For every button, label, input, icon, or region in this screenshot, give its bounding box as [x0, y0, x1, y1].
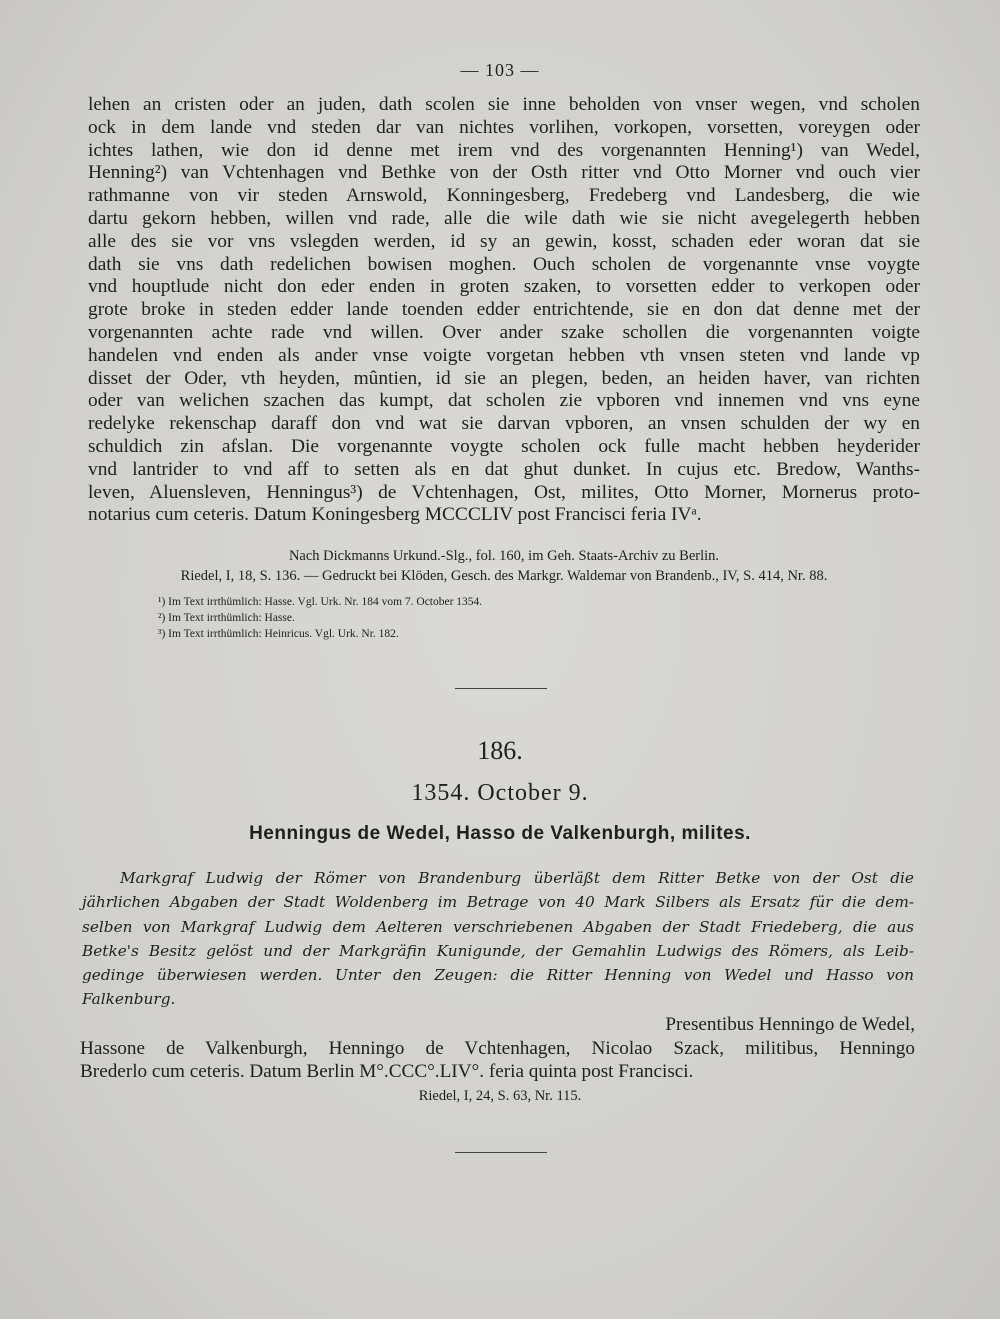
- text-line: handelen vnd enden als ander vnse voigte vorgetan hebben vth vnsen steten vnd lande vp: [88, 344, 920, 366]
- text-line: ock in dem lande vnd steden dar van nichtes vorlihen, vorkopen, vorsetten, voreygen oder: [88, 116, 920, 138]
- text-line: rathmanne von vir steden Arnswold, Konningesberg, Fredeberg vnd Landesberg, die wie: [88, 185, 920, 207]
- regest-line: gedinge überwiesen werden. Unter den Zeugen: die Ritter Henning von Wedel und Hasso von: [82, 966, 914, 985]
- text-line: schuldich zin afslan. Die vorgenannte voygte scholen ock fulle macht hebben heyderider: [88, 435, 920, 457]
- charter-text: [88, 94, 920, 527]
- footnote: ²) Im Text irrthümlich: Hasse.: [158, 612, 295, 624]
- source-line: Nach Dickmanns Urkund.-Slg., fol. 160, im Geh. Staats-Archiv zu Berlin.: [288, 548, 720, 564]
- document-date: 1354. October 9.: [411, 780, 589, 806]
- latin-text: [80, 1013, 915, 1084]
- text-line: leven, Aluensleven, Henningus³) de Vchtenhagen, Ost, milites, Otto Morner, Mornerus proto-: [88, 481, 920, 503]
- text-line: ichtes lathen, wie don id denne met irem vnd des vorgenannten Henning¹) van Wedel,: [88, 139, 920, 161]
- document-number: 186.: [477, 736, 523, 765]
- section-divider: [455, 688, 547, 689]
- regest-line: Falkenburg.: [82, 990, 176, 1009]
- text-line: lehen an cristen oder an juden, dath scolen sie inne beholden von vnser wegen, vnd scholen: [88, 94, 920, 115]
- regest-line: selben von Markgraf Ludwig dem Aelteren verschriebenen Abgaben der Stadt Friedeberg, die aus: [82, 917, 914, 936]
- source-line: Riedel, I, 18, S. 136. — Gedruckt bei Klöden, Gesch. des Markgr. Waldemar von Brandenb., IV, S. 414, Nr. 88.: [180, 568, 828, 584]
- footnotes: [158, 594, 858, 642]
- text-line: vnd houptlude nicht don eder enden in groten szaken, to vorsetten edder to verkopen oder: [88, 276, 920, 298]
- footnote: ³) Im Text irrthümlich: Heinricus. Vgl. Urk. Nr. 182.: [158, 628, 399, 640]
- text-line: notarius cum ceteris. Datum Koningesberg MCCCLIV post Francisci feria IVᵃ.: [88, 504, 702, 526]
- text-line: dath sie vns dath redelichen bowisen moghen. Ouch scholen de vorgenannte vnse voygte: [88, 253, 920, 275]
- latin-line: Hassone de Valkenburgh, Henningo de Vchtenhagen, Nicolao Szack, militibus, Henningo: [80, 1037, 915, 1059]
- document-heading: Henningus de Wedel, Hasso de Valkenburgh, milites.: [249, 823, 751, 844]
- source-citation: [88, 546, 920, 586]
- footnote: ¹) Im Text irrthümlich: Hasse. Vgl. Urk. Nr. 184 vom 7. October 1354.: [158, 596, 483, 608]
- text-line: oder van welichen szachen das kumpt, dat scholen zie vpboren vnd innemen vnd vns eyne: [88, 390, 920, 412]
- page-number: — 103 —: [460, 60, 540, 80]
- bottom-divider: [455, 1152, 547, 1153]
- latin-line: Presentibus Henningo de Wedel,: [665, 1014, 915, 1035]
- source-citation-2: Riedel, I, 24, S. 63, Nr. 115.: [418, 1088, 582, 1104]
- text-line: disset der Oder, vth heyden, mûntien, id sie an plegen, beden, an heiden haver, van richten: [88, 367, 920, 389]
- regest-line: jährlichen Abgaben der Stadt Woldenberg im Betrage von 40 Mark Silbers als Ersatz für die dem-: [82, 893, 914, 912]
- text-line: redelyke rekenschap daraff don vnd wat sie darvan vpboren, an vnsen schulden der wy en: [88, 413, 920, 435]
- text-line: alle des sie vor vns vslegden werden, id sy an gewin, kosst, schaden eder woran dat sie: [88, 230, 920, 252]
- regest-line: Markgraf Ludwig der Römer von Brandenburg überläßt dem Ritter Betke von der Ost die: [120, 869, 914, 887]
- latin-line: Brederlo cum ceteris. Datum Berlin M°.CCC°.LIV°. feria quinta post Francisci.: [80, 1061, 694, 1082]
- text-line: vorgenannten achte rade vnd willen. Over ander szake schollen die vorgenannten voigte: [88, 321, 920, 343]
- regest-summary: [82, 866, 914, 1012]
- text-line: vnd lantrider to vnd aff to setten als en dat ghut dunket. In cujus etc. Bredow, Wanths-: [88, 458, 920, 480]
- text-line: grote broke in steden edder lande toenden edder entrichtende, sie en don dat denne met der: [88, 299, 920, 321]
- text-line: Henning²) van Vchtenhagen vnd Bethke von der Osth ritter vnd Otto Morner vnd ouch vier: [88, 162, 920, 184]
- regest-line: Betke's Besitz gelöst und der Markgräfin Kunigunde, der Gemahlin Ludwigs des Römers, als Leib-: [82, 941, 914, 960]
- text-line: dartu gekorn hebben, willen vnd rade, alle die wile dath wie sie nicht avegelegerth hebben: [88, 207, 920, 229]
